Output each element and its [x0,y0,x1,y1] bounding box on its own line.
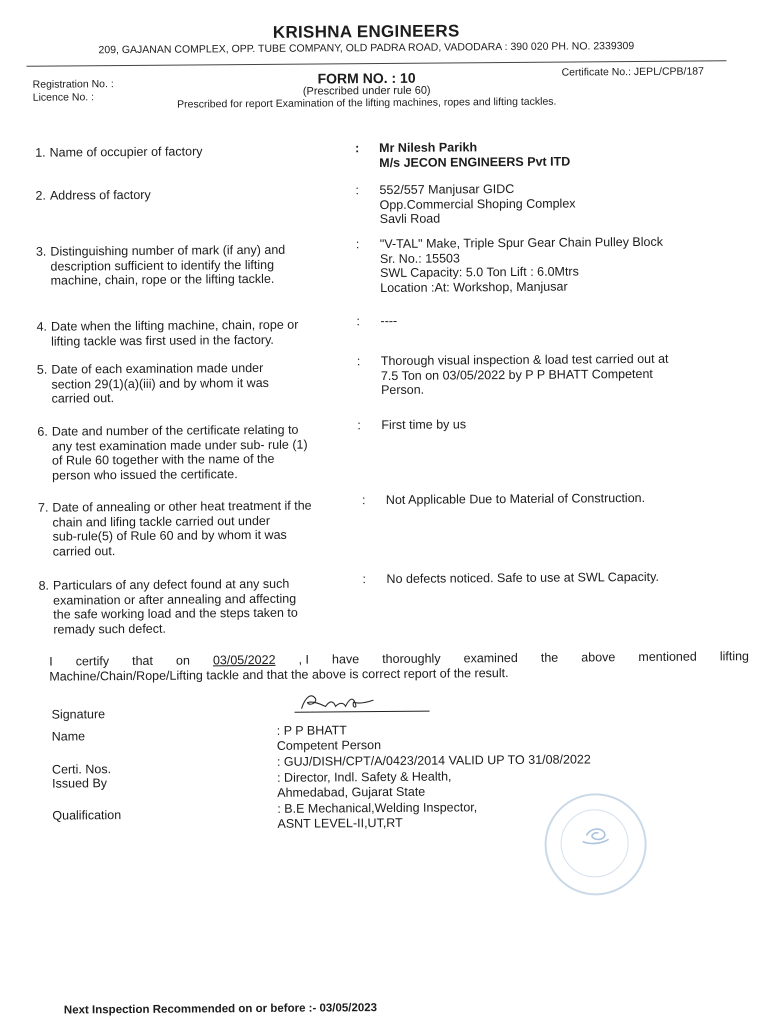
item-number: 7. [37,500,49,515]
certify-word: lifting [719,649,750,664]
item-question-text: Date of each examination made under section 29(1)(a)(iii) and by whom it was carried out. [51,360,269,406]
item-8-question [39,576,369,637]
item-number: 3. [35,244,47,259]
competent-person-stamp [544,793,647,896]
item-colon: : [357,418,361,433]
item-answer-text: Mr Nilesh Parikh M/s JECON ENGINEERS Pvt ITD [379,140,571,170]
certify-word: examined [463,650,518,666]
certify-word: mentioned [638,649,697,665]
item-6-question [37,422,367,483]
company-address: 209, GAJANAN COMPLEX, OPP. TUBE COMPANY, OLD PADRA ROAD, VADODARA : 390 020 PH. NO. 2339309 [98,40,635,57]
item-number: 4. [36,319,48,334]
certification-date: 03/05/2022 [212,652,276,668]
item-answer-text: 552/557 Manjusar GIDC Opp.Commercial Shoping Complex Savli Road [379,181,576,227]
certify-word: that [132,653,153,668]
item-question-text: Date and number of the certificate relating to any test examination made under sub- rule (1) of Rule 60 together with the name of the person who issued the certificate. [51,422,308,483]
certi-nos-value: : GUJ/DISH/CPT/A/0423/2014 VALID UP TO 31/08/2022 [276,752,591,769]
certify-word: have [331,652,360,667]
item-4-question [36,317,366,349]
company-name: KRISHNA ENGINEERS [272,21,460,42]
item-number: 2. [35,188,46,203]
item-answer-text: "V-TAL" Make, Triple Spur Gear Chain Pulley Block Sr. No.: 15503 SWL Capacity: 5.0 Ton Lift : 6.0Mtrs Location :At: Workshop, Manjusar [379,234,664,295]
item-3-answer [356,235,664,295]
certify-word: I [49,654,53,669]
certify-word: thoroughly [382,651,441,667]
item-colon: : [355,141,360,156]
item-number: 1. [35,145,46,160]
qualification-value: : B.E Mechanical,Welding Inspector, ASNT LEVEL-II,UT,RT [277,800,478,831]
item-7-question [38,498,378,559]
certify-word: , I [298,652,310,667]
item-question-text: Address of factory [49,187,151,203]
item-question-text: Particulars of any defect found at any such examination or after annealing and affecting the safe working load and the steps taken to remady such defect. [52,576,298,637]
issued-by-label: Issued By [52,776,108,791]
item-colon: : [362,572,367,587]
item-answer-text: Thorough visual inspection & load test carried out at 7.5 Ton on 03/05/2022 by P P BHATT Competent Person. [380,351,669,398]
item-8-answer [362,570,658,587]
item-4-answer [356,314,397,329]
item-2-question [35,186,365,203]
item-7-answer [362,491,645,508]
certify-word: the [540,650,559,665]
certificate-number: Certificate No.: JEPL/CPB/187 [561,65,705,79]
item-question-text: Date when the lifting machine, chain, rope or lifting tackle was first used in the factory. [50,317,299,349]
item-answer-text: No defects noticed. Safe to use at SWL Capacity. [386,569,659,586]
item-question-text: Distinguishing number of mark (if any) and description sufficient to identify the lifting machine, chain, rope or the lifting tackle. [50,242,286,288]
item-question-text: Name of occupier of factory [49,144,203,160]
item-number: 6. [37,424,48,439]
item-5-answer [357,352,669,398]
item-answer-text: First time by us [381,417,467,433]
item-colon: : [355,237,360,252]
item-question-text: Date of annealing or other heat treatment if the chain and lifing tackle carried out under sub-rule(5) of Rule 60 and by whom it was carried out. [52,498,312,559]
item-number: 8. [38,578,50,593]
qualification-label: Qualification [52,808,122,823]
certify-word: above [581,650,616,665]
certify-word: certify [75,654,110,669]
item-number: 5. [36,362,48,377]
item-colon: : [356,314,361,329]
item-colon: : [356,354,361,369]
item-3-question [36,242,366,288]
form-title: FORM NO. : 10 [317,69,416,87]
certification-statement [49,649,749,684]
issued-by-value: : Director, Indl. Safety & Health, Ahmedabad, Gujarat State [277,769,452,800]
item-answer-text: ---- [380,313,398,329]
certify-word: on [175,653,190,668]
item-1-question [35,143,365,160]
item-6-answer [357,417,466,432]
item-5-question [37,360,367,406]
certi-nos-label: Certi. Nos. [51,762,112,777]
name-label: Name [51,729,86,744]
form-rule: (Prescribed under rule 60) [302,84,431,98]
form-subtitle: Prescribed for report Examination of the lifting machines, ropes and lifting tackles. [177,95,557,111]
certification-line-2: Machine/Chain/Rope/Lifting tackle and that the above is correct report of the result. [49,666,509,684]
next-inspection-date: Next Inspection Recommended on or before :- 03/05/2023 [63,1002,378,1017]
item-1-answer [355,140,570,171]
signature-label: Signature [51,707,106,722]
name-value: : P P BHATT Competent Person [276,723,382,753]
licence-label: Licence No. : [32,91,95,104]
registration-label: Registration No. : [32,78,114,91]
item-colon: : [361,493,366,508]
item-answer-text: Not Applicable Due to Material of Construction. [385,490,646,507]
item-colon: : [355,183,360,198]
stamp-initials-icon [546,795,645,894]
item-2-answer [355,181,575,226]
